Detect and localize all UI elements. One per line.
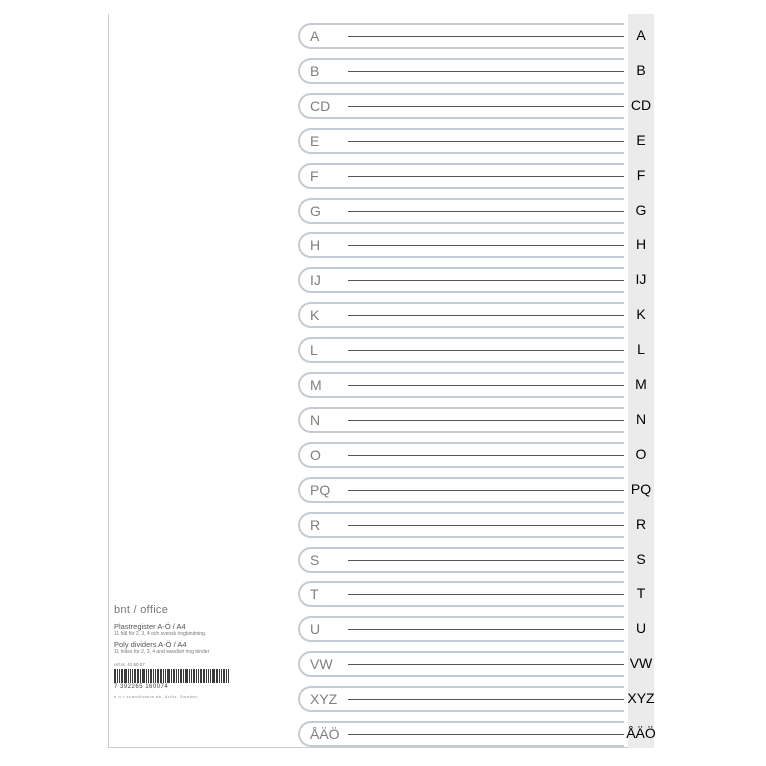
divider-rule-line xyxy=(348,664,624,665)
barcode-bar xyxy=(185,669,188,683)
product-label xyxy=(114,604,289,699)
divider-left-label: PQ xyxy=(310,481,331,498)
divider-rule-line xyxy=(348,141,624,142)
barcode-bar xyxy=(180,669,182,683)
divider-tab-label[interactable]: S xyxy=(636,550,646,567)
divider-row xyxy=(296,53,654,87)
divider-rule-line xyxy=(348,245,624,246)
divider-bracket-bottom xyxy=(314,222,624,224)
barcode-bar xyxy=(150,669,152,683)
barcode-bar xyxy=(119,669,120,683)
divider-rule-line xyxy=(348,525,624,526)
divider-rule-line xyxy=(348,71,624,72)
barcode-bar xyxy=(196,669,197,683)
divider-rule-line xyxy=(348,629,624,630)
divider-rule-line xyxy=(348,106,624,107)
divider-bracket-top xyxy=(314,407,624,409)
divider-row xyxy=(296,611,654,645)
barcode-bar xyxy=(140,669,141,683)
divider-row xyxy=(296,88,654,122)
article-number: Art.nr. 41 60 07 xyxy=(114,662,145,667)
divider-tab-label[interactable]: IJ xyxy=(635,271,647,288)
divider-bracket-bottom xyxy=(314,291,624,293)
divider-tab-label[interactable]: XYZ xyxy=(627,690,655,707)
divider-bracket-top xyxy=(314,477,624,479)
divider-rule-line xyxy=(348,176,624,177)
divider-bracket-bottom xyxy=(314,47,624,49)
barcode-bar xyxy=(148,669,149,683)
barcode-bar xyxy=(130,669,131,683)
barcode-bar xyxy=(178,669,179,683)
barcode-bar xyxy=(198,669,199,683)
divider-tab-label[interactable]: CD xyxy=(630,96,652,113)
divider-bracket-bottom xyxy=(314,745,624,747)
divider-row xyxy=(296,123,654,157)
barcode-bar xyxy=(171,669,172,683)
divider-rule-line xyxy=(348,385,624,386)
divider-left-label: H xyxy=(310,237,321,254)
divider-bracket-top xyxy=(314,512,624,514)
barcode-bar xyxy=(160,669,162,683)
divider-bracket-top xyxy=(314,721,624,723)
divider-tab-label[interactable]: F xyxy=(636,166,646,183)
barcode-bar xyxy=(221,669,222,683)
barcode xyxy=(114,669,274,683)
divider-tab-label[interactable]: O xyxy=(635,445,647,462)
divider-bracket-bottom xyxy=(314,501,624,503)
divider-left-label: G xyxy=(310,202,321,219)
divider-bracket-bottom xyxy=(314,82,624,84)
divider-bracket-top xyxy=(314,442,624,444)
company-line: b n t scandinavia ab, Arlöv, Sweden xyxy=(114,694,199,699)
divider-tab-label[interactable]: K xyxy=(636,306,646,323)
divider-bracket-bottom xyxy=(314,326,624,328)
swedish-subtitle: 11 hål för 2, 3, 4 och svensk ringbindning. xyxy=(114,631,207,637)
divider-tab-label[interactable]: A xyxy=(636,27,646,43)
divider-left-label: K xyxy=(310,307,320,324)
divider-row xyxy=(296,227,654,261)
divider-bracket-top xyxy=(314,547,624,549)
divider-tab-label[interactable]: G xyxy=(635,201,647,218)
divider-bracket-top xyxy=(314,302,624,304)
divider-bracket-bottom xyxy=(314,536,624,538)
divider-row xyxy=(296,542,654,576)
divider-left-label: S xyxy=(310,551,320,568)
divider-rule-line xyxy=(348,315,624,316)
barcode-bar xyxy=(167,669,170,683)
divider-bracket-top xyxy=(314,23,624,25)
barcode-bar xyxy=(163,669,164,683)
divider-bracket-top xyxy=(314,58,624,60)
divider-bracket-top xyxy=(314,686,624,688)
divider-row xyxy=(296,158,654,192)
barcode-bar xyxy=(173,669,175,683)
barcode-bar xyxy=(228,669,229,683)
divider-left-label: B xyxy=(310,62,320,79)
divider-row xyxy=(296,646,654,680)
divider-bracket-top xyxy=(314,616,624,618)
divider-row xyxy=(296,18,654,52)
barcode-bar xyxy=(183,669,184,683)
divider-bracket-top xyxy=(314,93,624,95)
divider-left-label: U xyxy=(310,621,321,638)
divider-bracket-top xyxy=(314,337,624,339)
divider-left-label: A xyxy=(310,28,320,44)
divider-tab-label[interactable]: ÅÄÖ xyxy=(626,725,656,741)
english-title: Poly dividers A-Ö / A4 xyxy=(114,640,187,649)
divider-tab-label[interactable]: R xyxy=(635,515,647,532)
divider-rule-line xyxy=(348,420,624,421)
barcode-bar xyxy=(208,669,209,683)
divider-row xyxy=(296,193,654,227)
barcode-bar xyxy=(203,669,205,683)
divider-rule-line xyxy=(348,455,624,456)
barcode-bar xyxy=(193,669,195,683)
barcode-bar xyxy=(210,669,211,683)
divider-bracket-top xyxy=(314,267,624,269)
divider-row xyxy=(296,716,654,750)
divider-left-label: ÅÄÖ xyxy=(310,726,340,742)
barcode-bar xyxy=(134,669,136,683)
divider-bracket-top xyxy=(314,372,624,374)
divider-rule-line xyxy=(348,734,624,735)
divider-bracket-top xyxy=(314,581,624,583)
divider-bracket-bottom xyxy=(314,640,624,642)
divider-bracket-bottom xyxy=(314,431,624,433)
divider-row xyxy=(296,576,654,610)
divider-bracket-bottom xyxy=(314,675,624,677)
divider-left-label: L xyxy=(310,342,318,359)
divider-tab-label[interactable]: E xyxy=(636,131,646,148)
divider-rule-line xyxy=(348,350,624,351)
divider-tab-label[interactable]: PQ xyxy=(630,480,652,497)
divider-rule-line xyxy=(348,211,624,212)
barcode-bar xyxy=(176,669,177,683)
divider-left-label: CD xyxy=(310,97,331,114)
divider-left-label: IJ xyxy=(310,272,321,289)
divider-row xyxy=(296,332,654,366)
divider-bracket-bottom xyxy=(314,466,624,468)
divider-bracket-top xyxy=(314,163,624,165)
barcode-bar xyxy=(216,669,218,683)
barcode-bar xyxy=(206,669,207,683)
divider-left-label: N xyxy=(310,411,321,428)
divider-bracket-top xyxy=(314,128,624,130)
divider-bracket-top xyxy=(314,198,624,200)
barcode-bar xyxy=(226,669,227,683)
divider-bracket-top xyxy=(314,651,624,653)
divider-tab-label[interactable]: N xyxy=(635,410,647,427)
divider-left-label: O xyxy=(310,446,321,463)
barcode-bar xyxy=(157,669,159,683)
barcode-bar xyxy=(114,669,116,683)
barcode-bar xyxy=(117,669,118,683)
divider-bracket-bottom xyxy=(314,605,624,607)
divider-bracket-bottom xyxy=(314,117,624,119)
barcode-number: 7 392265 160074 xyxy=(114,684,169,690)
divider-row xyxy=(296,402,654,436)
divider-row xyxy=(296,262,654,296)
divider-bracket-bottom xyxy=(314,571,624,573)
divider-bracket-bottom xyxy=(314,256,624,258)
barcode-bar xyxy=(128,669,129,683)
divider-tab-label[interactable]: B xyxy=(636,61,646,78)
barcode-bar xyxy=(142,669,145,683)
swedish-title: Plastregister A-Ö / A4 xyxy=(114,622,186,631)
barcode-bar xyxy=(212,669,215,683)
divider-bracket-bottom xyxy=(314,361,624,363)
divider-row xyxy=(296,437,654,471)
divider-bracket-bottom xyxy=(314,152,624,154)
barcode-bar xyxy=(165,669,166,683)
barcode-bar xyxy=(121,669,123,683)
barcode-bar xyxy=(124,669,127,683)
divider-tab-label[interactable]: U xyxy=(635,620,647,637)
divider-tab-label[interactable]: VW xyxy=(629,655,653,672)
barcode-bar xyxy=(146,669,147,683)
divider-rule-line xyxy=(348,594,624,595)
barcode-bar xyxy=(200,669,202,683)
divider-left-label: R xyxy=(310,516,321,533)
divider-tab-label[interactable]: M xyxy=(635,376,647,392)
divider-tab-label[interactable]: L xyxy=(637,341,645,358)
barcode-bar xyxy=(155,669,156,683)
divider-left-label: E xyxy=(310,132,320,149)
divider-left-label: F xyxy=(310,167,319,184)
divider-tab-label[interactable]: T xyxy=(636,585,646,602)
divider-bracket-bottom xyxy=(314,187,624,189)
brand-logo: bnt / office xyxy=(114,604,169,616)
divider-left-label: XYZ xyxy=(310,691,338,708)
english-subtitle: 11 holes for 2, 3, 4 and swedish ring binder xyxy=(114,649,210,655)
barcode-bar xyxy=(219,669,220,683)
barcode-bar xyxy=(191,669,192,683)
divider-rule-line xyxy=(348,699,624,700)
divider-bracket-top xyxy=(314,232,624,234)
divider-rule-line xyxy=(348,36,624,37)
divider-left-label: VW xyxy=(310,656,333,673)
divider-rule-line xyxy=(348,560,624,561)
divider-row xyxy=(296,472,654,506)
barcode-bar xyxy=(153,669,154,683)
divider-left-label: M xyxy=(310,377,322,393)
divider-bracket-bottom xyxy=(314,710,624,712)
barcode-bar xyxy=(223,669,225,683)
divider-left-label: T xyxy=(310,586,319,603)
barcode-bar xyxy=(189,669,190,683)
divider-bracket-bottom xyxy=(314,396,624,398)
divider-rule-line xyxy=(348,280,624,281)
divider-rule-line xyxy=(348,490,624,491)
barcode-bar xyxy=(137,669,139,683)
barcode-bar xyxy=(132,669,133,683)
divider-row xyxy=(296,507,654,541)
divider-tab-label[interactable]: H xyxy=(635,236,647,253)
divider-row xyxy=(296,681,654,715)
divider-row xyxy=(296,297,654,331)
divider-row xyxy=(296,367,654,401)
